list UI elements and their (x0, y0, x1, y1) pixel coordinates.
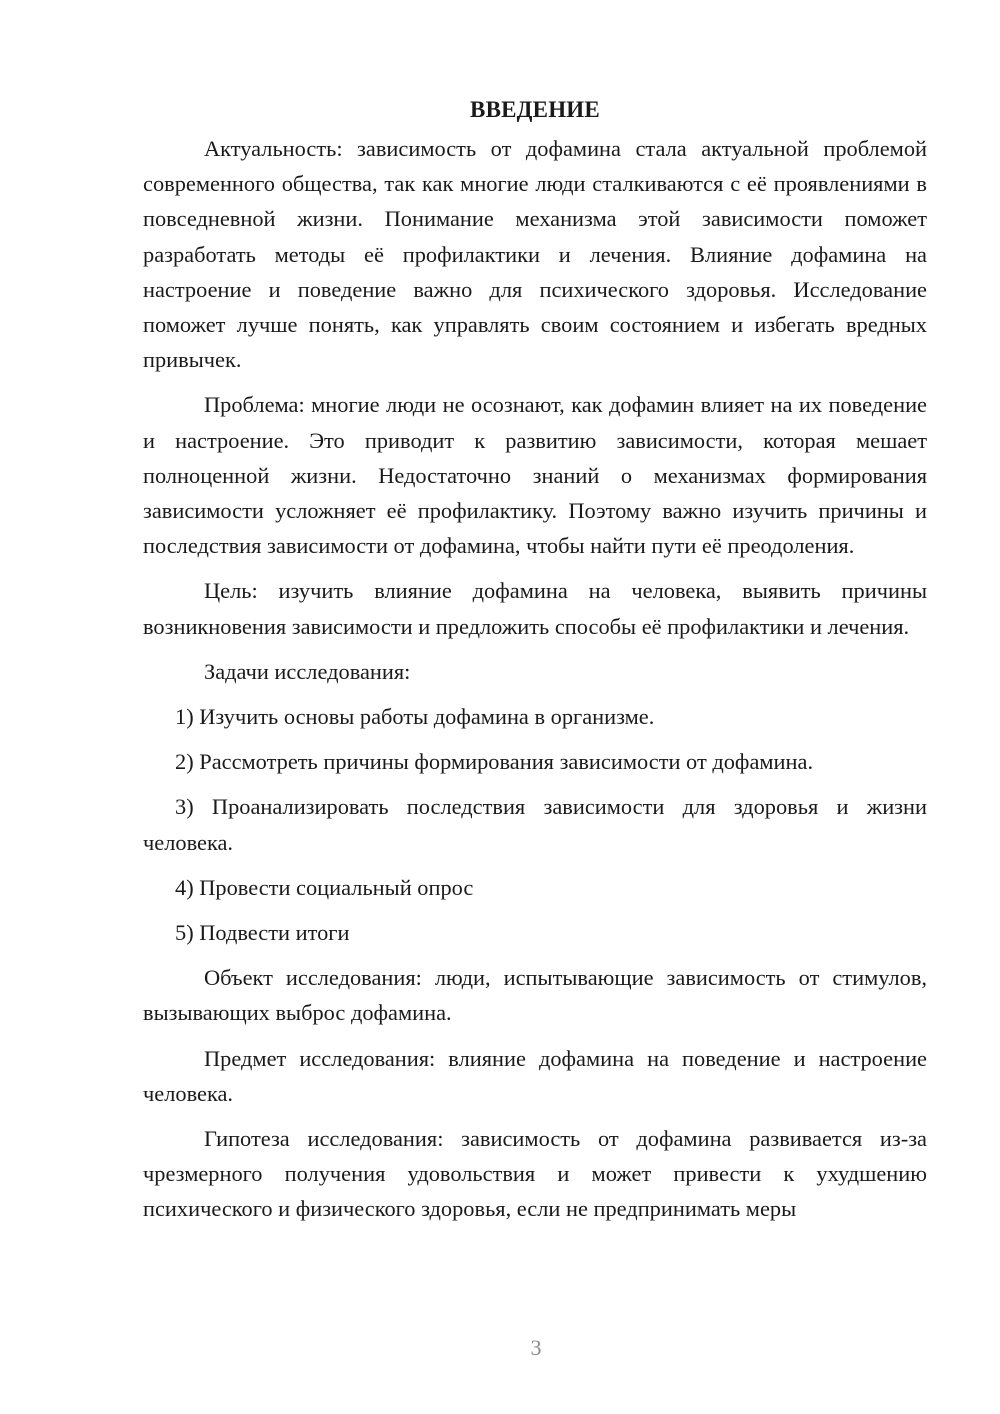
relevance-paragraph: Актуальность: зависимость от дофамина стала актуальной проблемой современного общества, так как многие люди сталкиваются с её проявлениями в повседневной жизни. Понимание механизма этой зависимости поможет разработать методы её профилактики и лечения. Влияние дофамина на настроение и поведение важно для психического здоровья. Исследование поможет лучше понять, как управлять своим состоянием и избегать вредных привычек. (143, 136, 927, 373)
document-page (143, 92, 927, 1237)
task-item-1: 1) Изучить основы работы дофамина в организме. (175, 704, 655, 730)
task-item-3: 3) Проанализировать последствия зависимости для здоровья и жизни человека. (143, 794, 927, 855)
subject-paragraph: Предмет исследования: влияние дофамина на поведение и настроение человека. (143, 1045, 927, 1106)
task-item-4: 4) Провести социальный опрос (175, 874, 474, 900)
page-number: 3 (530, 1335, 542, 1360)
goal-paragraph: Цель: изучить влияние дофамина на человека, выявить причины возникновения зависимости и предложить способы её профилактики и лечения. (143, 578, 927, 639)
task-item-5: 5) Подвести итоги (175, 920, 350, 946)
page-title: ВВЕДЕНИЕ (470, 97, 600, 122)
task-item-2: 2) Рассмотреть причины формирования зависимости от дофамина. (175, 749, 814, 775)
hypothesis-paragraph: Гипотеза исследования: зависимость от дофамина развивается из-за чрезмерного получения удовольствия и может привести к ухудшению психического и физического здоровья, если не предпринимать меры (143, 1126, 927, 1222)
problem-paragraph: Проблема: многие люди не осознают, как дофамин влияет на их поведение и настроение. Это приводит к развитию зависимости, которая мешает полноценной жизни. Недостаточно знаний о механизмах формирования зависимости усложняет её профилактику. Поэтому важно изучить причины и последствия зависимости от дофамина, чтобы найти пути её преодоления. (143, 392, 927, 559)
tasks-heading: Задачи исследования: (204, 658, 411, 684)
object-paragraph: Объект исследования: люди, испытывающие зависимость от стимулов, вызывающих выброс дофамина. (143, 965, 927, 1026)
